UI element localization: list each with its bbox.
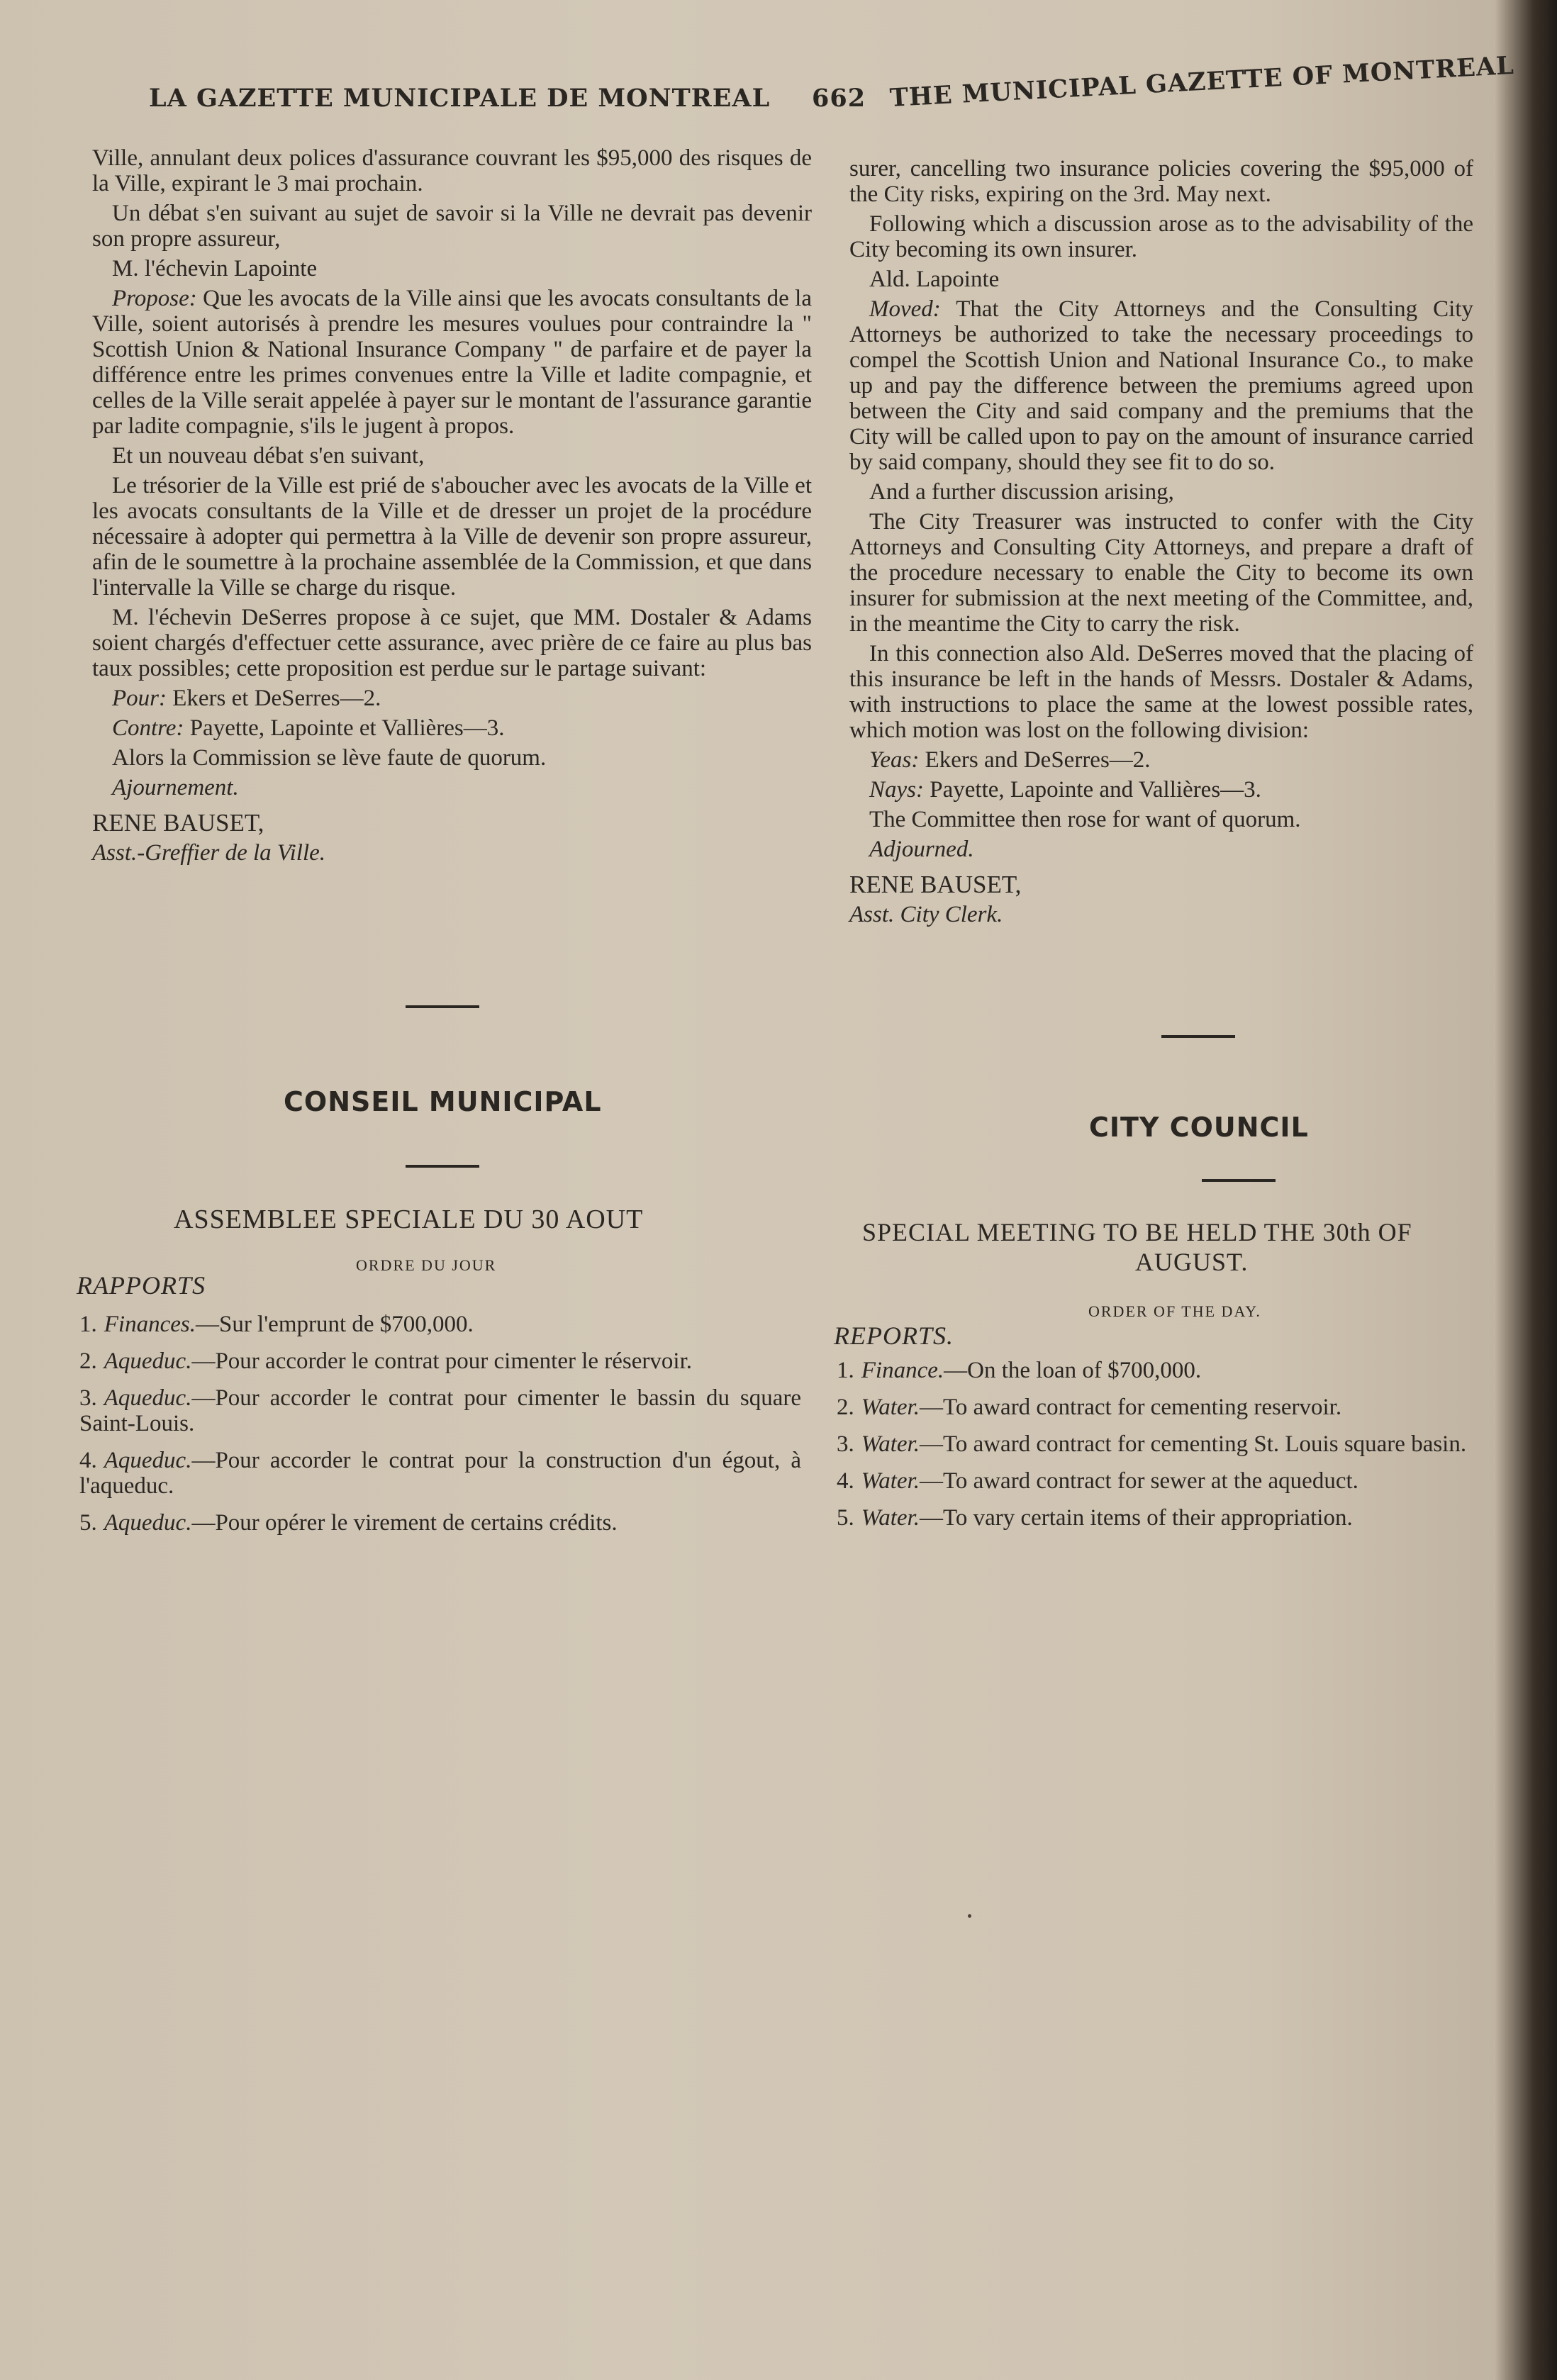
- agenda-item: [79, 1312, 801, 1337]
- fr-agenda-list: [79, 1312, 801, 1547]
- english-minutes: [849, 156, 1473, 932]
- agenda-item: [837, 1358, 1475, 1383]
- fr-reports-label: RAPPORTS: [77, 1271, 206, 1300]
- agenda-item-number: 2.: [837, 1395, 854, 1420]
- agenda-item-text: —To award contract for cementing St. Louis square basin.: [919, 1431, 1467, 1457]
- agenda-item-text: —To award contract for sewer at the aqueduct.: [919, 1468, 1358, 1494]
- fr-propose-text: Que les avocats de la Ville ainsi que les avocats consultants de la Ville, soient autorisés à prendre les mesures voulues pour contraindre la " Scottish Union & National Insurance Company " de parfaire et de payer la différence entre les primes convenues entre la Ville et ladite compagnie, et celles de la Ville serait appelée à payer sur le montant de l'assurance garantie par ladite compagnie, s'ils le jugent à propos.: [92, 286, 812, 439]
- en-yeas-label: Yeas:: [869, 747, 920, 773]
- page-number: 662: [812, 84, 866, 113]
- agenda-item-number: 1.: [837, 1358, 854, 1383]
- agenda-item: [79, 1510, 801, 1536]
- agenda-item-text: —Sur l'emprunt de $700,000.: [195, 1312, 474, 1337]
- paper-speck: [968, 1914, 971, 1918]
- agenda-item: [837, 1395, 1475, 1420]
- fr-contre-text: Payette, Lapointe et Vallières—3.: [189, 715, 505, 741]
- agenda-item-number: 3.: [79, 1385, 97, 1411]
- en-council-title: CITY COUNCIL: [1089, 1112, 1309, 1143]
- en-motion: [849, 296, 1473, 475]
- en-paragraph: And a further discussion arising,: [869, 479, 1174, 505]
- agenda-item-number: 4.: [837, 1468, 854, 1494]
- agenda-item-topic: Aqueduc.: [104, 1448, 192, 1473]
- en-nays-text: Payette, Lapointe and Vallières—3.: [930, 777, 1261, 803]
- en-meeting-heading: [862, 1217, 1412, 1277]
- agenda-item: [837, 1468, 1475, 1494]
- agenda-item-topic: Water.: [861, 1505, 920, 1531]
- en-adjournment: Adjourned.: [869, 837, 974, 862]
- title-divider: [406, 1165, 479, 1168]
- agenda-item-text: —To award contract for cementing reservoir.: [919, 1395, 1342, 1420]
- fr-council-title: CONSEIL MUNICIPAL: [284, 1086, 602, 1117]
- fr-proposal: [92, 286, 812, 439]
- en-reports-label: REPORTS.: [834, 1322, 954, 1350]
- agenda-item-topic: Finance.: [861, 1358, 944, 1383]
- en-paragraph: The City Treasurer was instructed to confer with the City Attorneys and Consulting City Attorneys, and prepare a draft of the procedure necessary to enable the City to become its own insurer for submission at the next meeting of the Committee, and, in the meantime the City to carry the risk.: [849, 509, 1473, 637]
- fr-adjournment: Ajournement.: [112, 775, 239, 800]
- fr-meeting-heading: ASSEMBLEE SPECIALE DU 30 AOUT: [174, 1205, 644, 1234]
- en-moved-text: That the City Attorneys and the Consulting City Attorneys be authorized to take the necessary proceedings to compel the Scottish Union and National Insurance Co., to make up and pay the difference between the premiums agreed upon between the City and said company and the premiums that the City will be called upon to pay on the amount of insurance carried by said company, should they see fit to do so.: [849, 296, 1473, 475]
- agenda-item-text: —Pour accorder le contrat pour la construction d'un égout, à l'aqueduc.: [79, 1448, 801, 1499]
- en-meeting-line1: SPECIAL MEETING TO BE HELD THE 30th OF: [862, 1218, 1412, 1246]
- en-signature-name: RENE BAUSET,: [849, 871, 1022, 898]
- fr-mover: M. l'échevin Lapointe: [112, 256, 318, 281]
- en-paragraph: surer, cancelling two insurance policies covering the $95,000 of the City risks, expiring on the 3rd. May next.: [849, 156, 1473, 207]
- agenda-item-topic: Water.: [861, 1468, 920, 1494]
- agenda-item-number: 1.: [79, 1312, 97, 1337]
- en-order-of-day: ORDER OF THE DAY.: [1088, 1302, 1261, 1320]
- agenda-item: [837, 1431, 1475, 1457]
- en-nays-label: Nays:: [869, 777, 924, 803]
- fr-paragraph: Un débat s'en suivant au sujet de savoir si la Ville ne devrait pas devenir son propre assureur,: [92, 201, 812, 252]
- agenda-item-topic: Water.: [861, 1431, 920, 1457]
- fr-paragraph: Alors la Commission se lève faute de quorum.: [112, 745, 547, 771]
- agenda-item-number: 2.: [79, 1348, 97, 1374]
- french-minutes: [92, 145, 812, 870]
- agenda-item: [79, 1385, 801, 1436]
- en-paragraph: Following which a discussion arose as to the advisability of the City becoming its own insurer.: [849, 211, 1473, 262]
- title-divider: [1202, 1179, 1276, 1182]
- agenda-item-number: 5.: [837, 1505, 854, 1531]
- fr-paragraph: Le trésorier de la Ville est prié de s'aboucher avec les avocats de la Ville et les avocats consultants de la Ville et de dresser un projet de la procédure nécessaire à adopter qui permettra à la Ville de devenir son propre assureur, afin de le soumettre à la prochaine assemblée de la Commission, et que dans l'intervalle la Ville se charge du risque.: [92, 473, 812, 600]
- fr-order-of-day: ORDRE DU JOUR: [356, 1256, 497, 1274]
- fr-vote-contre: [92, 715, 812, 741]
- en-vote-nays: [849, 777, 1473, 803]
- agenda-item-text: —Pour accorder le contrat pour cimenter le réservoir.: [191, 1348, 692, 1374]
- fr-vote-pour: [92, 686, 812, 711]
- agenda-item-number: 5.: [79, 1510, 97, 1536]
- en-paragraph: In this connection also Ald. DeSerres moved that the placing of this insurance be left in the hands of Messrs. Dostaler & Adams, with instructions to place the same at the lowest possible rates, which motion was lost on the following division:: [849, 641, 1473, 743]
- en-vote-yeas: [849, 747, 1473, 773]
- en-yeas-text: Ekers and DeSerres—2.: [925, 747, 1151, 773]
- agenda-item-text: —On the loan of $700,000.: [944, 1358, 1202, 1383]
- fr-paragraph: Et un nouveau débat s'en suivant,: [112, 443, 425, 469]
- header-english-title: THE MUNICIPAL GAZETTE OF MONTREAL: [888, 50, 1515, 113]
- agenda-item-text: —Pour accorder le contrat pour cimenter le bassin du square Saint-Louis.: [79, 1385, 801, 1436]
- agenda-item: [79, 1348, 801, 1374]
- agenda-item-text: —Pour opérer le virement de certains crédits.: [191, 1510, 618, 1536]
- agenda-item: [837, 1505, 1475, 1531]
- agenda-item-number: 4.: [79, 1448, 97, 1473]
- fr-contre-label: Contre:: [112, 715, 184, 741]
- agenda-item-text: —To vary certain items of their appropriation.: [919, 1505, 1353, 1531]
- header-french-title: LA GAZETTE MUNICIPALE DE MONTREAL: [149, 84, 771, 113]
- agenda-item: [79, 1448, 801, 1499]
- fr-pour-label: Pour:: [112, 686, 167, 711]
- en-moved-label: Moved:: [869, 296, 941, 322]
- agenda-item-topic: Aqueduc.: [104, 1385, 192, 1411]
- agenda-item-topic: Water.: [861, 1395, 920, 1420]
- fr-pour-text: Ekers et DeSerres—2.: [172, 686, 381, 711]
- en-paragraph: The Committee then rose for want of quorum.: [869, 807, 1301, 832]
- section-divider: [1161, 1035, 1235, 1038]
- en-signature-title: Asst. City Clerk.: [849, 902, 1003, 927]
- en-meeting-line2: AUGUST.: [1135, 1248, 1249, 1276]
- fr-paragraph: M. l'échevin DeSerres propose à ce sujet, que MM. Dostaler & Adams soient chargés d'effectuer cette assurance, avec prière de ce faire au plus bas taux possibles; cette proposition est perdue sur le partage suivant:: [92, 605, 812, 681]
- agenda-item-topic: Aqueduc.: [104, 1348, 192, 1374]
- fr-paragraph: Ville, annulant deux polices d'assurance couvrant les $95,000 des risques de la Ville, expirant le 3 mai prochain.: [92, 145, 812, 196]
- fr-signature-name: RENE BAUSET,: [92, 809, 264, 837]
- agenda-item-topic: Finances.: [104, 1312, 196, 1337]
- en-agenda-list: [837, 1358, 1475, 1542]
- agenda-item-number: 3.: [837, 1431, 854, 1457]
- en-mover: Ald. Lapointe: [869, 267, 1000, 292]
- agenda-item-topic: Aqueduc.: [104, 1510, 192, 1536]
- fr-propose-label: Propose:: [112, 286, 197, 311]
- fr-signature-title: Asst.-Greffier de la Ville.: [92, 840, 326, 866]
- section-divider: [406, 1005, 479, 1008]
